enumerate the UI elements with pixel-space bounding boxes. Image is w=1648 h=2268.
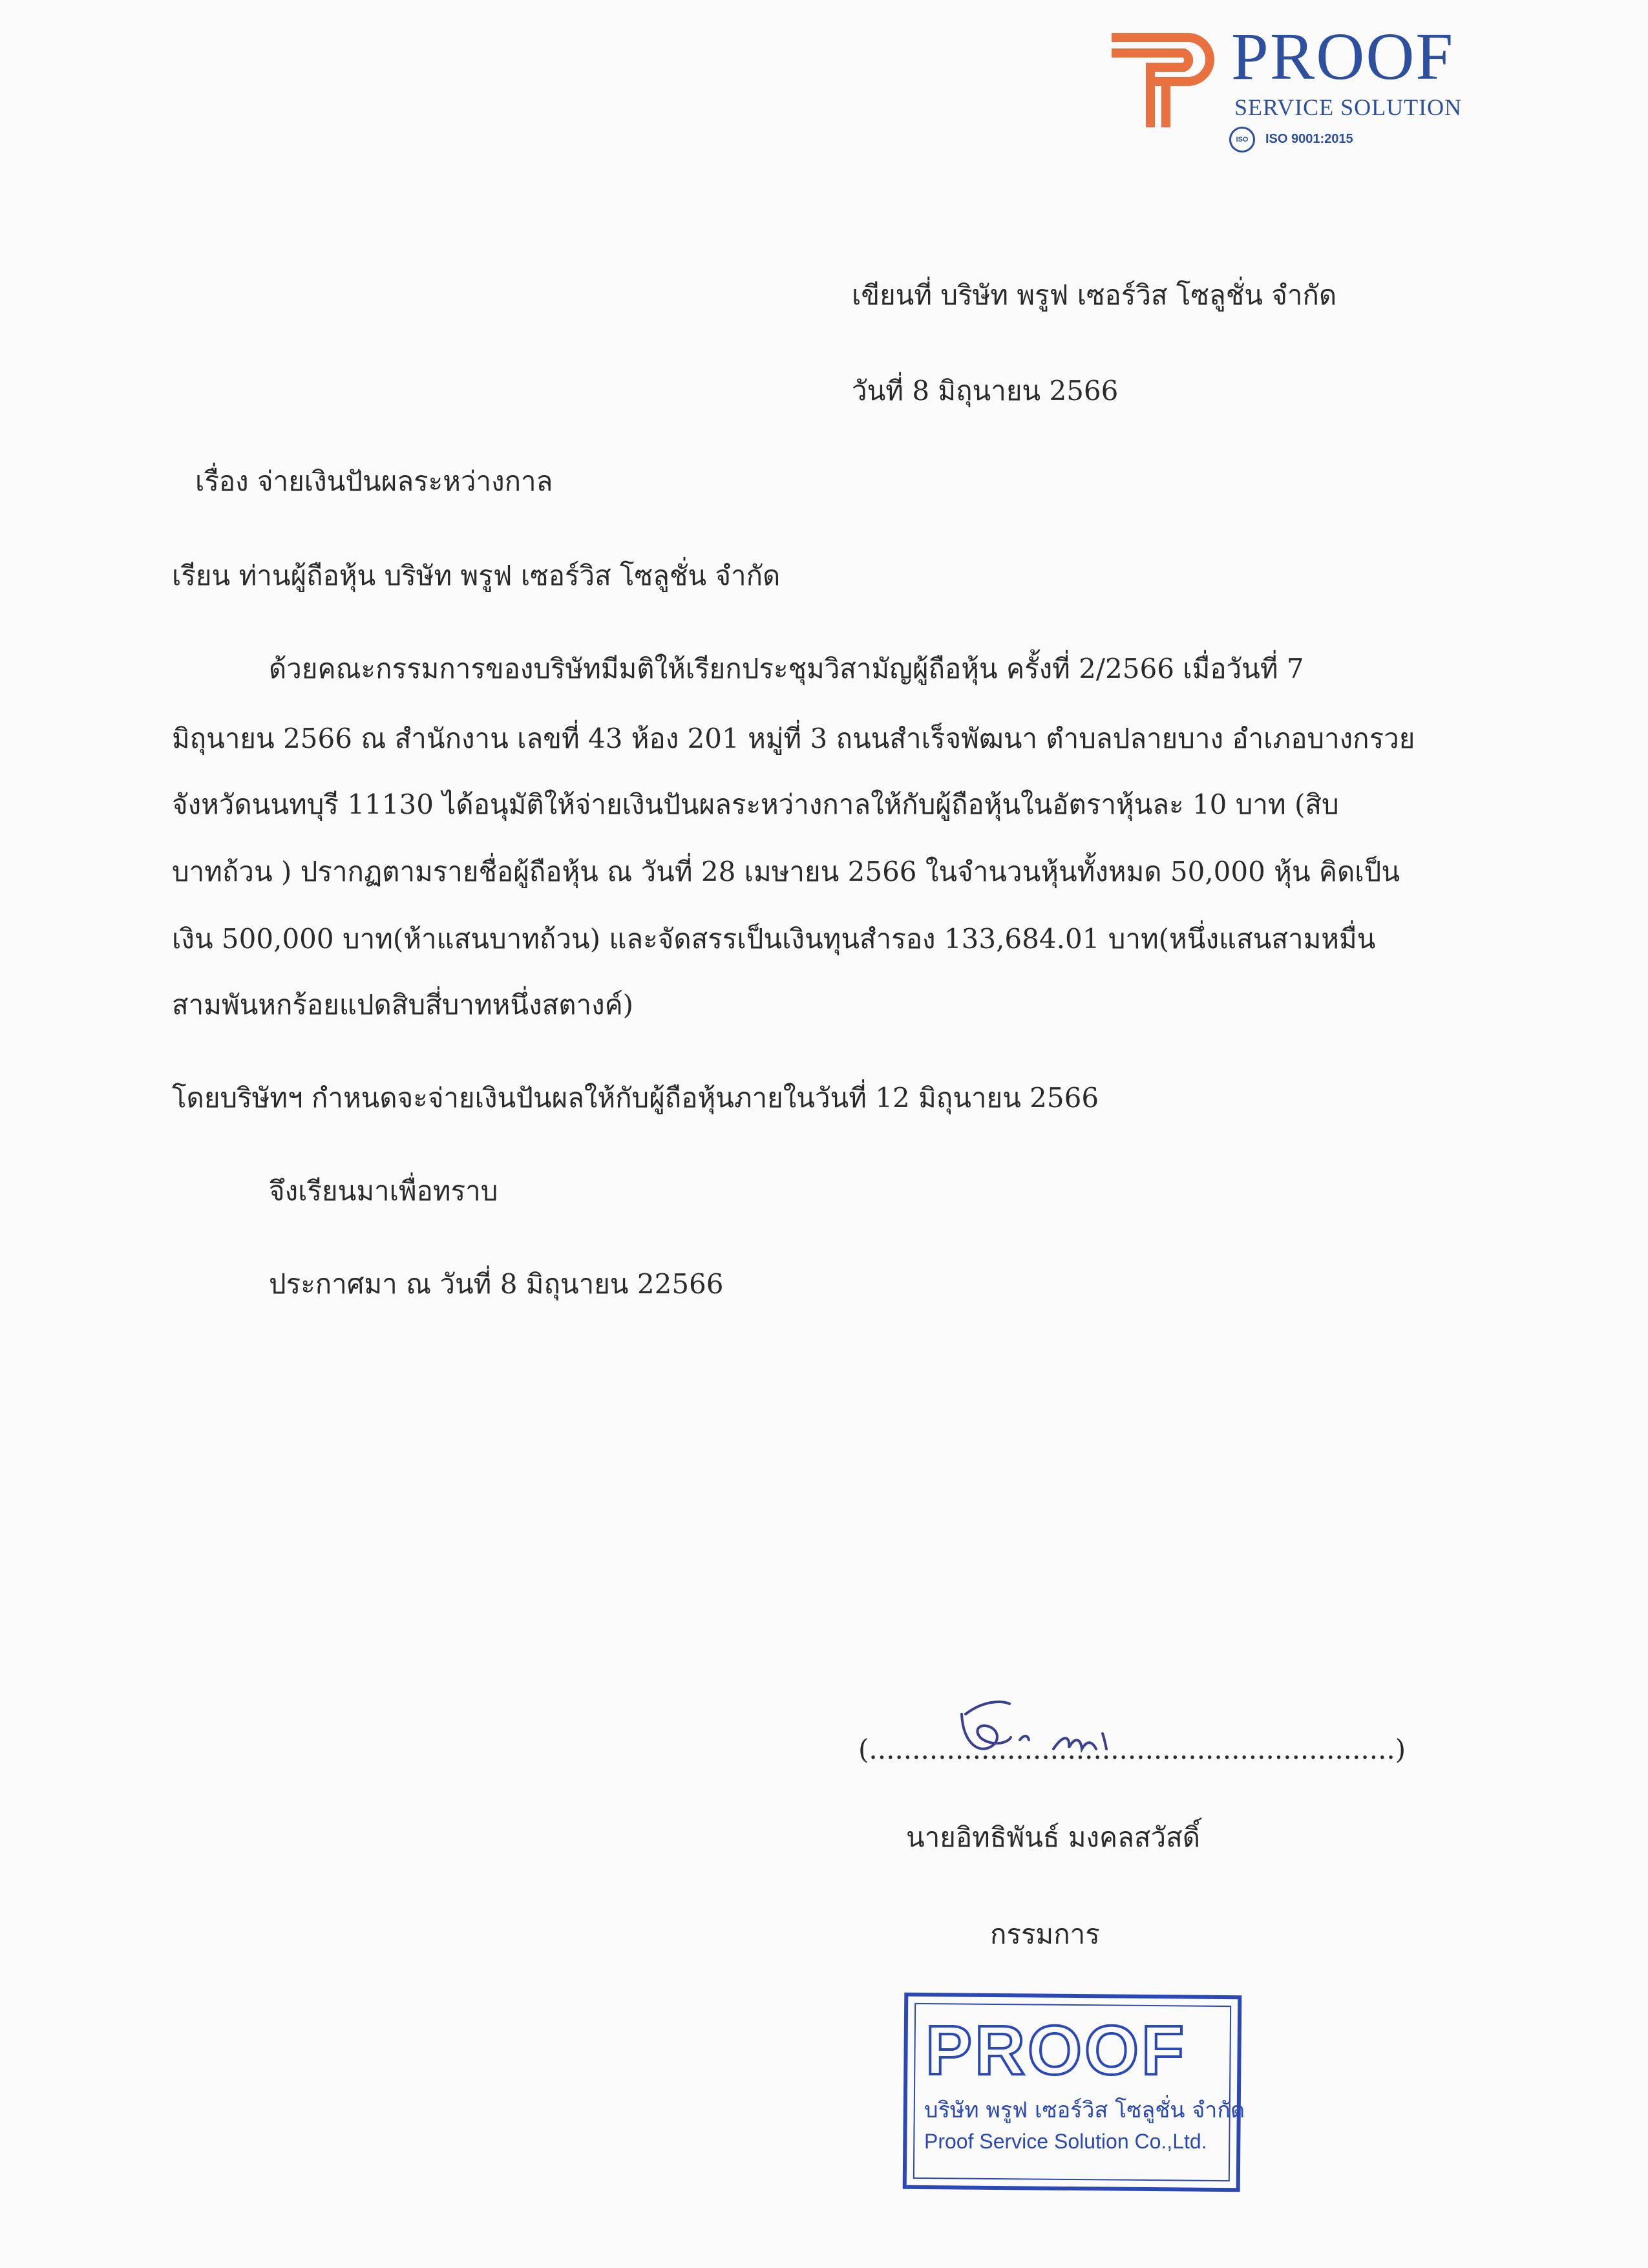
body-line: ด้วยคณะกรรมการของบริษัทมีมติให้เรียกประชุมวิสามัญผู้ถือหุ้น ครั้งที่ 2/2566 เมื่อวันที่ 7 bbox=[269, 653, 1304, 684]
signature-line: (.............................................................) bbox=[858, 1733, 1406, 1765]
body-line: มิถุนายน 2566 ณ สำนักงาน เลขที่ 43 ห้อง 201 หมู่ที่ 3 ถนนสำเร็จพัฒนา ตำบลปลายบาง อำเภอบางกรวย bbox=[172, 723, 1415, 754]
recipient: เรียน ท่านผู้ถือหุ้น บริษัท พรูฟ เซอร์วิส โซลูชั่น จำกัด bbox=[172, 560, 781, 591]
iso-badge-icon: ISO bbox=[1229, 127, 1255, 153]
company-wordmark: PROOF bbox=[1231, 19, 1455, 94]
company-tagline: SERVICE SOLUTION bbox=[1234, 94, 1463, 120]
payment-note: โดยบริษัทฯ กำหนดจะจ่ายเงินปันผลให้กับผู้ถือหุ้นภายในวันที่ 12 มิถุนายน 2566 bbox=[172, 1082, 1099, 1114]
body-line: จังหวัดนนทบุรี 11130 ได้อนุมัติให้จ่ายเงินปันผลระหว่างกาลให้กับผู้ถือหุ้นในอัตราหุ้นละ 10 บาท (สิบ bbox=[172, 789, 1339, 820]
subject: เรื่อง จ่ายเงินปันผลระหว่างกาล bbox=[195, 465, 553, 497]
signer-name: นายอิทธิพันธ์ มงคลสวัสดิ์ bbox=[906, 1821, 1200, 1853]
announcement-date: ประกาศมา ณ วันที่ 8 มิถุนายน 22566 bbox=[269, 1268, 724, 1300]
letter-date: วันที่ 8 มิถุนายน 2566 bbox=[852, 375, 1119, 407]
stamp-company-thai: บริษัท พรูฟ เซอร์วิส โซลูชั่น จำกัด bbox=[924, 2097, 1245, 2123]
body-line: สามพันหกร้อยแปดสิบสี่บาทหนึ่งสตางค์) bbox=[172, 989, 634, 1021]
body-line: บาทถ้วน ) ปรากฏตามรายชื่อผู้ถือหุ้น ณ วันที่ 28 เมษายน 2566 ในจำนวนหุ้นทั้งหมด 50,000 หุ้น คิดเป็น bbox=[172, 856, 1400, 887]
stamp-company-english: Proof Service Solution Co.,Ltd. bbox=[924, 2130, 1207, 2153]
written-at: เขียนที่ บริษัท พรูฟ เซอร์วิส โซลูชั่น จำกัด bbox=[852, 279, 1337, 311]
closing: จึงเรียนมาเพื่อทราบ bbox=[269, 1175, 498, 1207]
signer-title: กรรมการ bbox=[990, 1918, 1100, 1950]
body-line: เงิน 500,000 บาท(ห้าแสนบาทถ้วน) และจัดสรรเป็นเงินทุนสำรอง 133,684.01 บาท(หนึ่งแสนสามหมื่น bbox=[172, 923, 1376, 955]
stamp-wordmark: PROOF bbox=[925, 2011, 1187, 2089]
iso-certification: ISO 9001:2015 bbox=[1265, 132, 1353, 146]
